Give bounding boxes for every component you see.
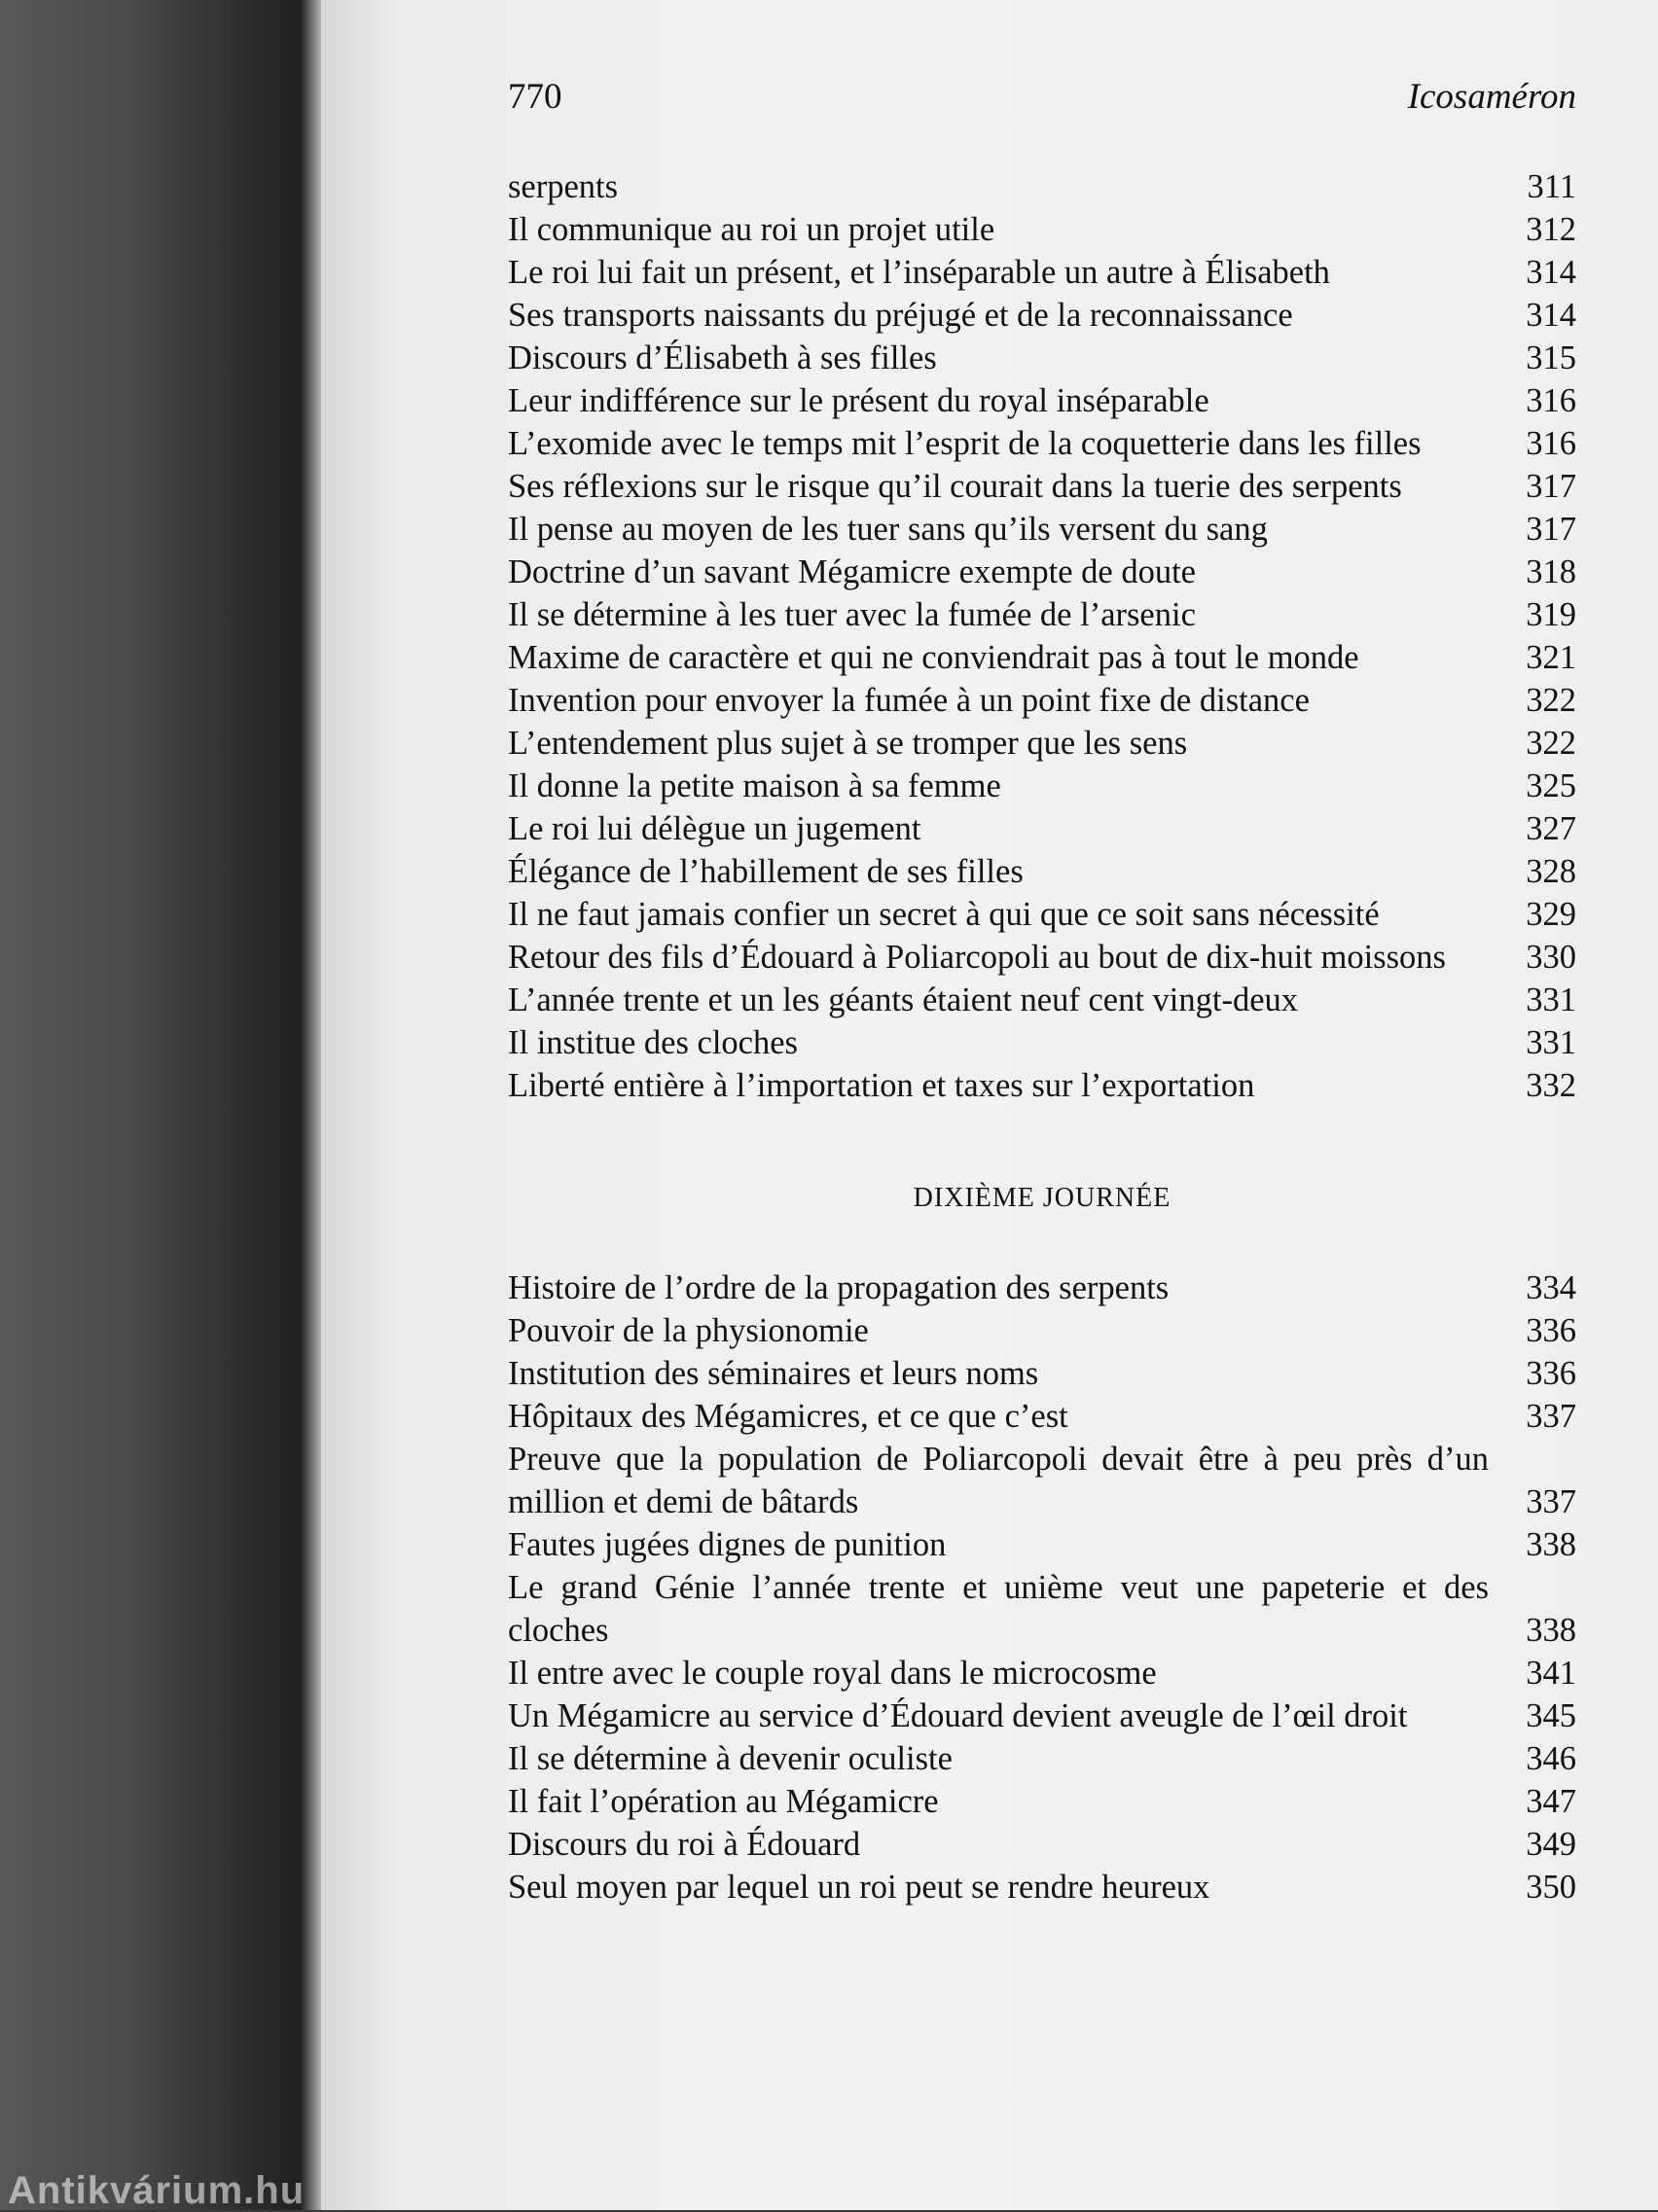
toc-entry-page-number: 338: [1526, 1526, 1576, 1563]
toc-entry: [508, 1523, 1576, 1566]
toc-entry-text: Un Mégamicre au service d’Édouard devient aveugle de l’œil droit: [508, 1697, 1408, 1734]
toc-entry-page-number: 345: [1526, 1697, 1576, 1734]
toc-entry: [508, 208, 1576, 251]
toc-entry-text: Il se détermine à devenir oculiste: [508, 1740, 953, 1777]
toc-entry-page-number: 314: [1526, 254, 1576, 291]
toc-entry-page-number: 325: [1526, 767, 1576, 804]
toc-entry: [508, 1780, 1576, 1823]
toc-entry-page-number: 318: [1526, 553, 1576, 590]
background-shadow: [0, 0, 321, 2210]
toc-entry-text: Histoire de l’ordre de la propagation des serpents: [508, 1269, 1170, 1306]
table-of-contents: [508, 165, 1576, 1909]
toc-entry-page-number: 311: [1527, 168, 1576, 205]
toc-entry-page-number: 338: [1526, 1612, 1576, 1649]
toc-entry-page-number: 332: [1526, 1067, 1576, 1104]
toc-entry-page-number: 314: [1526, 297, 1576, 334]
toc-entry-page-number: 331: [1526, 981, 1576, 1018]
toc-entry-text: Institution des séminaires et leurs noms: [508, 1355, 1039, 1392]
watermark: Antikvárium.hu: [8, 2169, 306, 2212]
toc-entry-text: Il fait l’opération au Mégamicre: [508, 1783, 939, 1820]
toc-list-ninth-day: [508, 165, 1576, 1107]
toc-entry-page-number: 317: [1526, 468, 1576, 505]
toc-entry: [508, 508, 1576, 551]
toc-entry: [508, 1823, 1576, 1866]
toc-entry-page-number: 336: [1526, 1355, 1576, 1392]
toc-entry-page-number: 327: [1526, 810, 1576, 847]
toc-entry-page-number: 350: [1526, 1869, 1576, 1906]
toc-entry-page-number: 334: [1526, 1269, 1576, 1306]
toc-entry: [508, 165, 1576, 208]
toc-entry-text: Il entre avec le couple royal dans le microcosme: [508, 1655, 1157, 1692]
toc-entry: [508, 1021, 1576, 1064]
toc-entry-page-number: 316: [1526, 425, 1576, 462]
toc-entry: [508, 1064, 1576, 1107]
toc-entry: [508, 679, 1576, 722]
toc-entry-page-number: 319: [1526, 596, 1576, 633]
toc-entry: [508, 294, 1576, 337]
toc-entry-page-number: 317: [1526, 511, 1576, 548]
page-number: 770: [508, 77, 562, 117]
section-title-text: DIXIÈME JOURNÉE: [913, 1183, 1171, 1213]
toc-entry-text: Élégance de l’habillement de ses filles: [508, 853, 1024, 890]
toc-entry: [508, 1737, 1576, 1780]
toc-entry-text: Leur indifférence sur le présent du royal inséparable: [508, 382, 1209, 419]
toc-entry-page-number: 341: [1526, 1655, 1576, 1692]
toc-entry-text: Il communique au roi un projet utile: [508, 211, 995, 248]
toc-entry-text: Le grand Génie l’année trente et unième veut une papeterie et des cloches: [508, 1569, 1489, 1649]
toc-entry-page-number: 328: [1526, 853, 1576, 890]
toc-entry: [508, 1866, 1576, 1909]
toc-entry-text: L’entendement plus sujet à se tromper que les sens: [508, 725, 1188, 762]
book-page: [321, 0, 1658, 2210]
toc-entry-page-number: 316: [1526, 382, 1576, 419]
toc-entry-text: L’année trente et un les géants étaient neuf cent vingt-deux: [508, 981, 1299, 1018]
section-title: [508, 1179, 1576, 1218]
toc-entry-page-number: 331: [1526, 1024, 1576, 1061]
toc-entry-page-number: 336: [1526, 1312, 1576, 1349]
toc-entry-text: Invention pour envoyer la fumée à un point fixe de distance: [508, 682, 1310, 719]
running-title: Icosaméron: [1407, 77, 1576, 117]
toc-entry-page-number: 337: [1526, 1398, 1576, 1435]
toc-entry: [508, 850, 1576, 893]
toc-entry: [508, 1438, 1576, 1523]
toc-entry: [508, 807, 1576, 850]
toc-entry: [508, 1652, 1576, 1695]
toc-entry: [508, 422, 1576, 465]
toc-entry: [508, 1309, 1576, 1352]
toc-entry-page-number: 322: [1526, 725, 1576, 762]
toc-entry-page-number: 321: [1526, 639, 1576, 676]
toc-entry-text: Seul moyen par lequel un roi peut se rendre heureux: [508, 1869, 1210, 1906]
toc-entry-text: Preuve que la population de Poliarcopoli devait être à peu près d’un million et demi de bâtards: [508, 1441, 1489, 1520]
toc-entry-page-number: 312: [1526, 211, 1576, 248]
toc-entry-text: Ses réflexions sur le risque qu’il courait dans la tuerie des serpents: [508, 468, 1402, 505]
toc-entry: [508, 1395, 1576, 1438]
toc-entry: [508, 765, 1576, 807]
toc-entry-text: Il se détermine à les tuer avec la fumée de l’arsenic: [508, 596, 1196, 633]
toc-entry-text: Fautes jugées dignes de punition: [508, 1526, 947, 1563]
toc-entry-text: Il pense au moyen de les tuer sans qu’ils versent du sang: [508, 511, 1268, 548]
toc-entry: [508, 1267, 1576, 1309]
toc-entry-text: Maxime de caractère et qui ne conviendrait pas à tout le monde: [508, 639, 1359, 676]
toc-entry-text: Ses transports naissants du préjugé et de la reconnaissance: [508, 297, 1293, 334]
toc-entry: [508, 379, 1576, 422]
toc-entry: [508, 893, 1576, 936]
toc-entry-page-number: 349: [1526, 1826, 1576, 1863]
toc-entry-page-number: 337: [1526, 1483, 1576, 1520]
toc-entry-text: Pouvoir de la physionomie: [508, 1312, 869, 1349]
toc-entry-text: L’exomide avec le temps mit l’esprit de la coquetterie dans les filles: [508, 425, 1422, 462]
toc-entry-page-number: 346: [1526, 1740, 1576, 1777]
toc-entry-text: Discours d’Élisabeth à ses filles: [508, 339, 937, 376]
toc-entry: [508, 636, 1576, 679]
toc-entry-text: Hôpitaux des Mégamicres, et ce que c’est: [508, 1398, 1068, 1435]
toc-entry-page-number: 347: [1526, 1783, 1576, 1820]
toc-entry-text: Il institue des cloches: [508, 1024, 798, 1061]
toc-list-tenth-day: [508, 1267, 1576, 1909]
toc-entry-text: serpents: [508, 168, 619, 205]
toc-entry-text: Il ne faut jamais confier un secret à qui que ce soit sans nécessité: [508, 896, 1380, 933]
toc-entry-text: Discours du roi à Édouard: [508, 1826, 861, 1863]
toc-entry: [508, 936, 1576, 979]
toc-entry: [508, 722, 1576, 765]
toc-entry: [508, 979, 1576, 1021]
toc-entry-page-number: 315: [1526, 339, 1576, 376]
toc-entry: [508, 1566, 1576, 1652]
toc-entry: [508, 593, 1576, 636]
toc-entry-text: Le roi lui fait un présent, et l’inséparable un autre à Élisabeth: [508, 254, 1330, 291]
toc-entry: [508, 551, 1576, 593]
toc-entry-page-number: 329: [1526, 896, 1576, 933]
toc-entry-page-number: 322: [1526, 682, 1576, 719]
toc-entry: [508, 251, 1576, 294]
toc-entry-text: Il donne la petite maison à sa femme: [508, 767, 1001, 804]
toc-entry: [508, 1352, 1576, 1395]
toc-entry-text: Liberté entière à l’importation et taxes sur l’exportation: [508, 1067, 1255, 1104]
toc-entry-text: Retour des fils d’Édouard à Poliarcopoli au bout de dix-huit moissons: [508, 939, 1446, 976]
toc-entry: [508, 465, 1576, 508]
toc-entry-page-number: 330: [1526, 939, 1576, 976]
toc-entry: [508, 337, 1576, 379]
toc-entry-text: Doctrine d’un savant Mégamicre exempte de doute: [508, 553, 1196, 590]
toc-entry: [508, 1695, 1576, 1737]
toc-entry-text: Le roi lui délègue un jugement: [508, 810, 921, 847]
